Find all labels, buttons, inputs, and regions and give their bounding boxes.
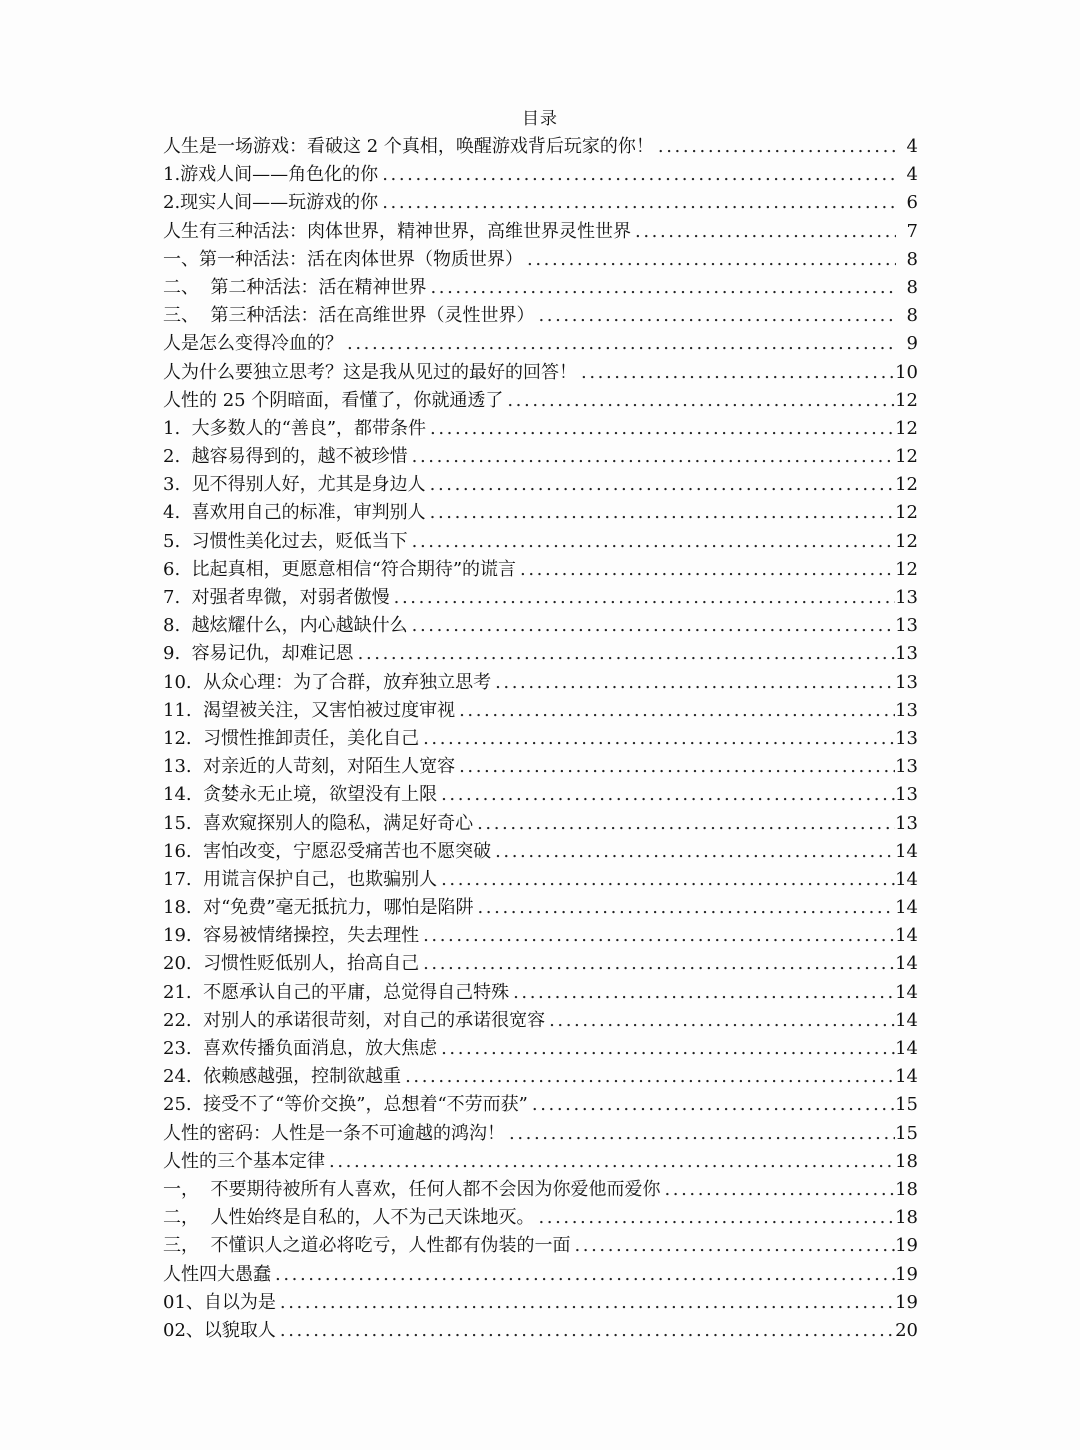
toc-entry[interactable] (163, 218, 918, 246)
toc-entry-page-number: 14 (895, 1066, 918, 1088)
dot-leader (523, 246, 896, 274)
toc-entry-title: 13. 对亲近的人苛刻，对陌生人宽容 (163, 756, 456, 778)
toc-entry[interactable] (163, 471, 918, 499)
toc-entry[interactable] (163, 133, 918, 161)
toc-entry-page-number: 13 (895, 671, 918, 693)
toc-entry-page-number: 14 (895, 981, 918, 1003)
toc-entry[interactable] (163, 640, 918, 668)
toc-entry[interactable] (163, 838, 918, 866)
toc-entry-title: 11. 渴望被关注，又害怕被过度审视 (163, 699, 456, 721)
toc-entry-page-number: 8 (906, 276, 918, 298)
toc-entry[interactable] (163, 1261, 918, 1289)
dot-leader (426, 274, 896, 302)
toc-entry-title: 21. 不愿承认自己的平庸，总觉得自己特殊 (163, 981, 510, 1003)
toc-entry-page-number: 12 (895, 389, 918, 411)
toc-entry[interactable] (163, 1120, 918, 1148)
toc-entry[interactable] (163, 499, 918, 527)
toc-entry[interactable] (163, 1204, 918, 1232)
dot-leader (473, 894, 895, 922)
toc-entry-page-number: 12 (895, 417, 918, 439)
toc-entry[interactable] (163, 810, 918, 838)
dot-leader (455, 697, 895, 725)
toc-entry[interactable] (163, 443, 918, 471)
dot-leader (354, 640, 895, 668)
toc-entry[interactable] (163, 1148, 918, 1176)
dot-leader (437, 866, 895, 894)
toc-entry-page-number: 19 (895, 1263, 918, 1285)
toc-entry-page-number: 20 (895, 1319, 918, 1341)
dot-leader (455, 753, 895, 781)
toc-entry[interactable] (163, 387, 918, 415)
toc-entry[interactable] (163, 866, 918, 894)
dot-leader (534, 1204, 895, 1232)
dot-leader (378, 189, 896, 217)
toc-entry-page-number: 15 (895, 1094, 918, 1116)
toc-entry[interactable] (163, 161, 918, 189)
dot-leader (408, 528, 895, 556)
toc-entry-page-number: 13 (895, 643, 918, 665)
toc-entry-title: 一、第一种活法：活在肉体世界（物质世界） (163, 248, 523, 270)
dot-leader (516, 556, 895, 584)
dot-leader (437, 1035, 895, 1063)
toc-entry-page-number: 19 (895, 1291, 918, 1313)
toc-entry[interactable] (163, 302, 918, 330)
toc-entry[interactable] (163, 1232, 918, 1260)
toc-entry-title: 2. 越容易得到的，越不被珍惜 (163, 446, 408, 468)
dot-leader (419, 950, 895, 978)
toc-entry[interactable] (163, 274, 918, 302)
toc-entry-title: 23. 喜欢传播负面消息，放大焦虑 (163, 1038, 438, 1059)
dot-leader (401, 1063, 895, 1091)
toc-entry-page-number: 7 (906, 220, 918, 242)
dot-leader (545, 1007, 895, 1035)
toc-entry-title: 16. 害怕改变，宁愿忍受痛苦也不愿突破 (163, 840, 492, 862)
toc-entry-page-number: 14 (895, 925, 918, 947)
toc-entry-title: 12. 习惯性推卸责任，美化自己 (163, 727, 420, 749)
toc-entry[interactable] (163, 415, 918, 443)
dot-leader (426, 471, 895, 499)
toc-entry-title: 人性的 25 个阴暗面，看懂了，你就通透了 (163, 389, 504, 411)
table-of-contents (163, 133, 918, 1345)
toc-entry-title: 三， 不懂识人之道必将吃亏，人性都有伪装的一面 (163, 1235, 571, 1257)
dot-leader (509, 979, 895, 1007)
toc-entry[interactable] (163, 612, 918, 640)
dot-leader (343, 330, 896, 358)
dot-leader (654, 133, 896, 161)
toc-entry-page-number: 14 (895, 1038, 918, 1059)
toc-entry-title: 1. 大多数人的“善良”，都带条件 (163, 417, 427, 439)
toc-entry-title: 人是怎么变得冷血的？ (163, 333, 343, 355)
toc-entry-title: 人为什么要独立思考？这是我从见过的最好的回答！ (163, 361, 577, 383)
toc-entry-page-number: 13 (895, 699, 918, 721)
toc-entry[interactable] (163, 1317, 918, 1345)
toc-entry[interactable] (163, 950, 918, 978)
toc-entry-title: 人性四大愚蠢 (163, 1263, 271, 1285)
toc-entry-page-number: 13 (895, 812, 918, 834)
toc-entry-title: 7. 对强者卑微，对弱者傲慢 (163, 587, 390, 608)
toc-entry-title: 二、 第二种活法：活在精神世界 (163, 276, 427, 298)
toc-entry-title: 18. 对“免费”毫无抵抗力，哪怕是陷阱 (163, 897, 474, 919)
dot-leader (325, 1148, 895, 1176)
toc-entry-page-number: 14 (895, 953, 918, 975)
toc-entry-page-number: 13 (895, 727, 918, 749)
toc-entry-title: 15. 喜欢窥探别人的隐私，满足好奇心 (163, 812, 474, 834)
toc-entry-page-number: 12 (895, 474, 918, 496)
toc-entry-title: 24. 依赖感越强，控制欲越重 (163, 1066, 402, 1088)
dot-leader (491, 669, 895, 697)
toc-entry-title: 8. 越炫耀什么，内心越缺什么 (163, 615, 408, 637)
toc-entry-page-number: 4 (906, 136, 918, 157)
toc-entry-title: 人性的密码：人性是一条不可逾越的鸿沟！ (163, 1122, 505, 1144)
toc-entry[interactable] (163, 1063, 918, 1091)
dot-leader (419, 922, 895, 950)
toc-entry[interactable] (163, 753, 918, 781)
toc-entry[interactable] (163, 556, 918, 584)
toc-entry[interactable] (163, 1007, 918, 1035)
toc-entry-title: 01、自以为是 (163, 1291, 276, 1313)
toc-entry-title: 三、 第三种活法：活在高维世界（灵性世界） (163, 305, 535, 327)
dot-leader (660, 1176, 895, 1204)
dot-leader (577, 359, 895, 387)
toc-entry[interactable] (163, 725, 918, 753)
toc-entry[interactable] (163, 1176, 918, 1204)
toc-entry[interactable] (163, 922, 918, 950)
toc-entry-title: 1.游戏人间——角色化的你 (163, 164, 379, 186)
toc-entry-title: 二， 人性始终是自私的，人不为己天诛地灭。 (163, 1207, 535, 1229)
toc-entry-title: 3. 见不得别人好，尤其是身边人 (163, 474, 426, 496)
dot-leader (503, 387, 895, 415)
toc-entry[interactable] (163, 189, 918, 217)
toc-entry-title: 9. 容易记仇，却难记恩 (163, 643, 354, 665)
toc-entry[interactable] (163, 979, 918, 1007)
toc-entry-page-number: 18 (895, 1207, 918, 1229)
toc-entry-page-number: 8 (906, 305, 918, 327)
toc-entry-page-number: 10 (895, 361, 918, 383)
dot-leader (437, 781, 895, 809)
dot-leader (528, 1091, 895, 1119)
toc-entry-title: 人性的三个基本定律 (163, 1150, 325, 1172)
toc-entry-page-number: 18 (895, 1178, 918, 1200)
toc-entry-title: 17. 用谎言保护自己，也欺骗别人 (163, 868, 438, 890)
dot-leader (390, 584, 895, 612)
toc-entry-page-number: 13 (895, 756, 918, 778)
toc-entry-page-number: 18 (895, 1150, 918, 1172)
toc-entry-page-number: 15 (895, 1122, 918, 1144)
toc-entry[interactable] (163, 781, 918, 809)
dot-leader (473, 810, 895, 838)
dot-leader (570, 1232, 895, 1260)
dot-leader (408, 612, 895, 640)
toc-entry-title: 10. 从众心理：为了合群，放弃独立思考 (163, 671, 492, 693)
toc-entry[interactable] (163, 584, 918, 612)
toc-entry-page-number: 14 (895, 1009, 918, 1031)
toc-entry-page-number: 4 (906, 164, 918, 186)
toc-entry[interactable] (163, 697, 918, 725)
toc-entry-page-number: 14 (895, 840, 918, 862)
dot-leader (419, 725, 895, 753)
toc-entry-page-number: 12 (895, 558, 918, 580)
dot-leader (271, 1261, 895, 1289)
toc-entry[interactable] (163, 359, 918, 387)
toc-entry[interactable] (163, 894, 918, 922)
toc-entry-title: 人生是一场游戏：看破这 2 个真相，唤醒游戏背后玩家的你！ (163, 136, 654, 157)
toc-entry-title: 人生有三种活法：肉体世界，精神世界，高维世界灵性世界 (163, 220, 631, 242)
toc-entry[interactable] (163, 669, 918, 697)
toc-entry-page-number: 13 (895, 587, 918, 608)
toc-entry-title: 14. 贪婪永无止境，欲望没有上限 (163, 784, 438, 806)
toc-entry-title: 5. 习惯性美化过去，贬低当下 (163, 530, 408, 552)
toc-entry-title: 22. 对别人的承诺很苛刻，对自己的承诺很宽容 (163, 1009, 546, 1031)
dot-leader (378, 161, 896, 189)
toc-entry[interactable] (163, 246, 918, 274)
toc-entry[interactable] (163, 1091, 918, 1119)
toc-entry-page-number: 8 (906, 248, 918, 270)
toc-entry-page-number: 13 (895, 784, 918, 806)
dot-leader (534, 302, 896, 330)
toc-entry-page-number: 14 (895, 868, 918, 890)
toc-entry-title: 02、以貌取人 (163, 1319, 276, 1341)
toc-entry-page-number: 12 (895, 502, 918, 524)
dot-leader (491, 838, 895, 866)
toc-title: 目录 (522, 109, 558, 129)
toc-entry-title: 19. 容易被情绪操控，失去理性 (163, 925, 420, 947)
toc-entry-title: 一， 不要期待被所有人喜欢，任何人都不会因为你爱他而爱你 (163, 1178, 661, 1200)
toc-entry-page-number: 9 (906, 333, 918, 355)
toc-entry[interactable] (163, 330, 918, 358)
dot-leader (505, 1120, 895, 1148)
dot-leader (276, 1317, 895, 1345)
toc-entry-page-number: 19 (895, 1235, 918, 1257)
toc-entry-page-number: 14 (895, 897, 918, 919)
toc-entry-page-number: 12 (895, 446, 918, 468)
dot-leader (426, 415, 895, 443)
dot-leader (276, 1289, 895, 1317)
toc-entry-title: 4. 喜欢用自己的标准，审判别人 (163, 502, 426, 524)
toc-entry-page-number: 13 (895, 615, 918, 637)
toc-entry-title: 2.现实人间——玩游戏的你 (163, 192, 379, 214)
dot-leader (408, 443, 895, 471)
toc-entry-page-number: 6 (906, 192, 918, 214)
toc-entry-title: 25. 接受不了“等价交换”，总想着“不劳而获” (163, 1094, 528, 1116)
dot-leader (426, 499, 895, 527)
toc-entry-title: 20. 习惯性贬低别人，抬高自己 (163, 953, 420, 975)
toc-entry-page-number: 12 (895, 530, 918, 552)
toc-entry[interactable] (163, 528, 918, 556)
toc-entry[interactable] (163, 1035, 918, 1063)
toc-entry[interactable] (163, 1289, 918, 1317)
dot-leader (631, 218, 896, 246)
toc-entry-title: 6. 比起真相，更愿意相信“符合期待”的谎言 (163, 558, 517, 580)
